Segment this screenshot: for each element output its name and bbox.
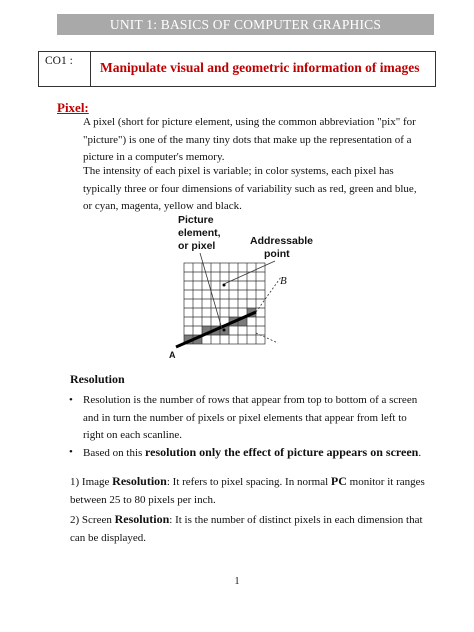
text-line: Resolution is the number of rows that appear from top to bottom of a screen <box>83 394 418 406</box>
text-span: : It refers to pixel spacing. In normal <box>166 476 331 488</box>
figure-label-addressable-point: point <box>264 248 290 260</box>
screen-resolution-item <box>70 511 423 547</box>
text-line: A pixel (short for picture element, using the common abbreviation "pix" for <box>83 116 416 128</box>
bold-text: Resolution <box>114 512 170 526</box>
text-line: can be displayed. <box>70 531 147 544</box>
text-span: . <box>418 447 422 459</box>
figure-label-picture-element: element, <box>178 227 221 239</box>
unit-title-banner: UNIT 1: BASICS OF COMPUTER GRAPHICS <box>57 14 434 35</box>
text-line: The intensity of each pixel is variable; in color systems, each pixel has <box>83 165 394 177</box>
leader-line <box>224 261 275 284</box>
figure-label-picture-element: Picture <box>178 214 214 226</box>
text-line: and in turn the number of pixels or pixel elements that appear from left to <box>83 411 407 424</box>
resolution-paragraph-1 <box>83 392 423 445</box>
bold-text: Resolution <box>112 474 167 488</box>
figure-label-addressable-point: Addressable <box>250 235 314 247</box>
text-line: "picture") is one of the many tiny dots that make up the representation of a <box>83 133 412 146</box>
figure-label-a: A <box>169 350 176 360</box>
resolution-heading: Resolution <box>70 372 125 386</box>
bullet-dot: • <box>69 394 73 406</box>
text-line: typically three or four dimensions of variability such as red, green and blue, <box>83 182 417 195</box>
text-span: monitor it ranges <box>346 476 425 488</box>
text-line: picture in a computer's memory. <box>83 151 225 164</box>
co-title: Manipulate visual and geometric information of images <box>100 60 420 75</box>
text-line: between 25 to 80 pixels per inch. <box>70 493 216 506</box>
co-label: CO1 : <box>39 52 91 86</box>
text-line: right on each scanline. <box>83 429 182 442</box>
figure-label-picture-element: or pixel <box>178 240 216 252</box>
text-span: 1) Image <box>70 476 113 488</box>
bold-text: PC <box>330 474 347 488</box>
text-span: 2) Screen <box>70 514 115 526</box>
bullet-dot: • <box>69 446 73 458</box>
bold-text: resolution only the effect of picture appears on screen <box>145 445 419 459</box>
course-outcome-box <box>38 51 436 87</box>
pixel-heading: Pixel: <box>57 100 89 115</box>
image-resolution-item <box>70 473 425 509</box>
text-span: : It is the number of distinct pixels in each dimension that <box>169 514 423 526</box>
resolution-paragraph-2 <box>83 444 421 463</box>
pixel-grid-figure <box>160 213 320 363</box>
text-span: Based on this <box>83 447 146 459</box>
text-line: or cyan, magenta, yellow and black. <box>83 200 242 213</box>
figure-label-b: B <box>280 275 287 287</box>
pixel-paragraph-2 <box>83 163 423 216</box>
page-number: 1 <box>234 576 240 587</box>
pixel-paragraph-1 <box>83 114 423 167</box>
